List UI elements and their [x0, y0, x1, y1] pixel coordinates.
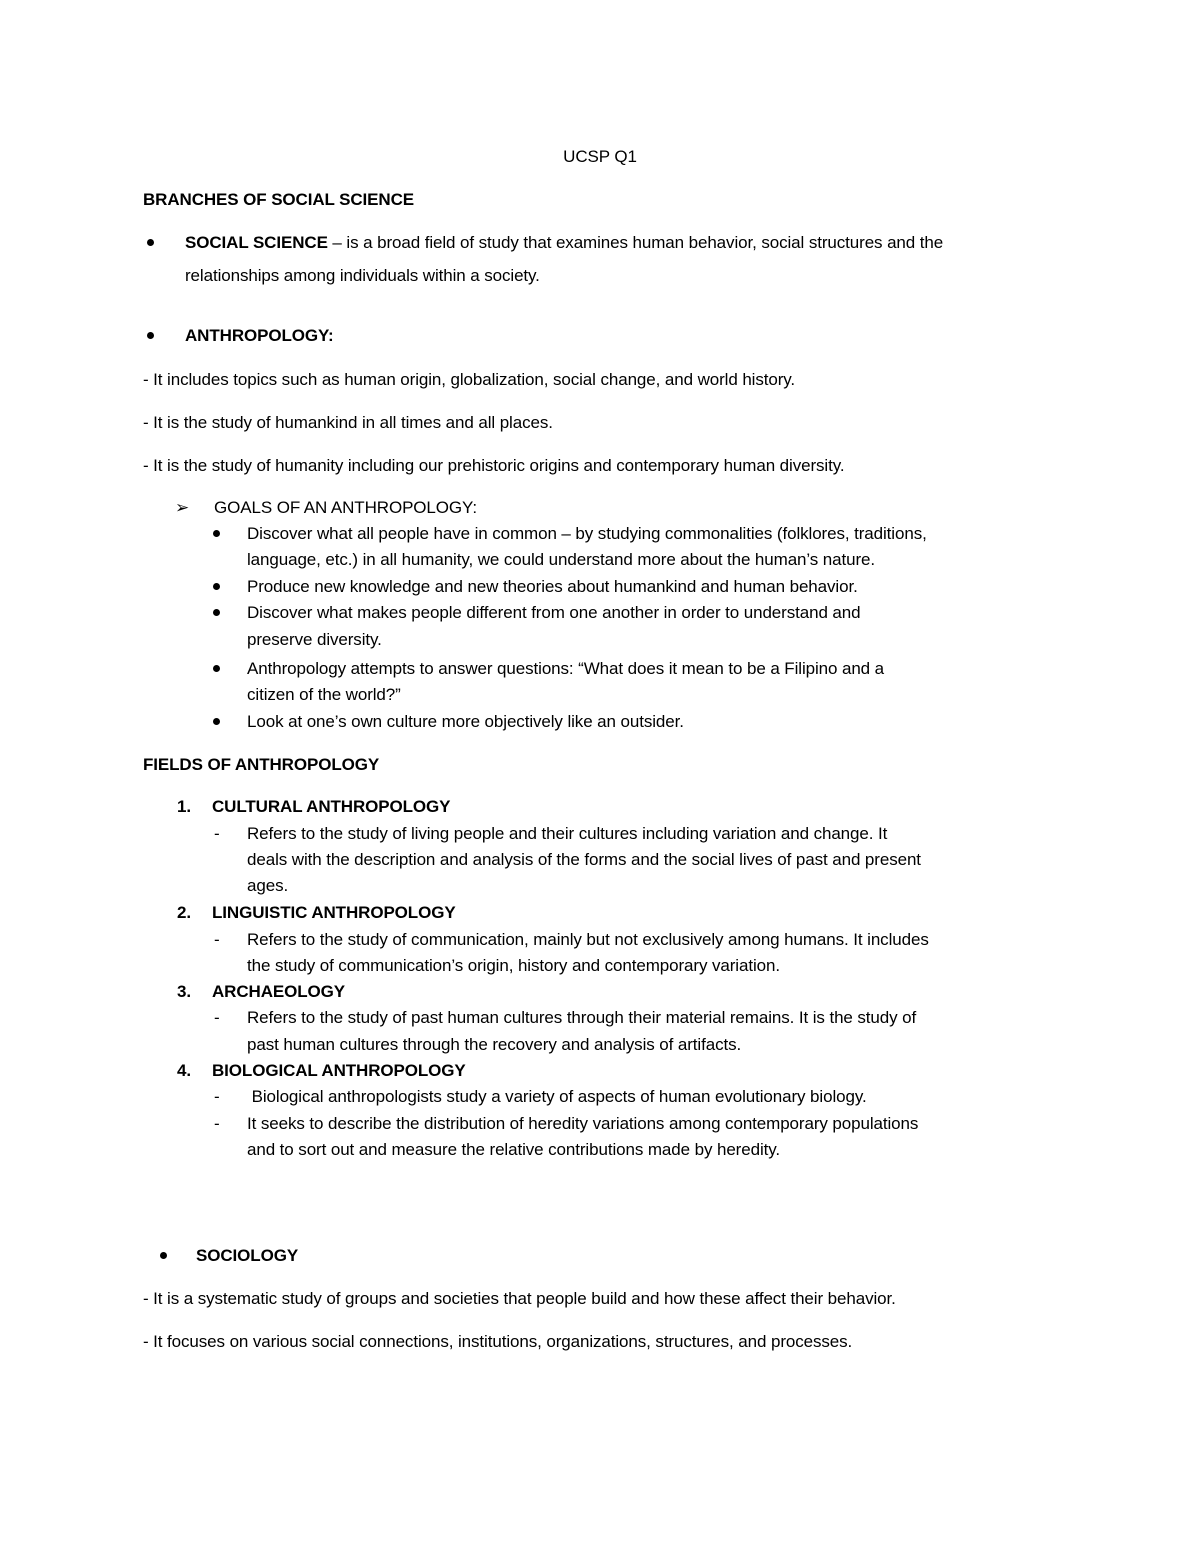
- field-number: 2.: [177, 903, 191, 922]
- sociology-point: - It is a systematic study of groups and societies that people build and how these affect their behavior.: [143, 1289, 896, 1308]
- bullet-icon: [213, 718, 220, 725]
- field-desc-line: the study of communication’s origin, history and contemporary variation.: [247, 956, 780, 975]
- field-desc-line: It seeks to describe the distribution of heredity variations among contemporary populations: [247, 1114, 919, 1133]
- field-number: 4.: [177, 1061, 191, 1080]
- arrow-bullet-icon: ➢: [175, 498, 190, 518]
- dash-marker: -: [214, 1008, 220, 1027]
- dash-marker: -: [214, 824, 220, 843]
- social-science-line2: relationships among individuals within a society.: [185, 266, 540, 285]
- goal-item-line: preserve diversity.: [247, 630, 382, 649]
- document-title: UCSP Q1: [563, 147, 637, 166]
- bullet-icon: [160, 1252, 167, 1259]
- anthropology-point: - It is the study of humankind in all times and all places.: [143, 413, 553, 432]
- dash-marker: -: [214, 930, 220, 949]
- goal-item-line: Discover what makes people different from one another in order to understand and: [247, 603, 861, 622]
- goal-item-line: Produce new knowledge and new theories about humankind and human behavior.: [247, 577, 858, 596]
- heading-branches: BRANCHES OF SOCIAL SCIENCE: [143, 190, 415, 209]
- field-desc-line: and to sort out and measure the relative contributions made by heredity.: [247, 1140, 781, 1159]
- field-desc-line: Biological anthropologists study a variety of aspects of human evolutionary biology.: [247, 1087, 867, 1106]
- heading-sociology: SOCIOLOGY: [196, 1246, 299, 1265]
- dash-marker: -: [214, 1087, 220, 1106]
- field-desc-line: ages.: [247, 876, 289, 895]
- heading-anthropology: ANTHROPOLOGY:: [185, 326, 334, 345]
- bullet-icon: [147, 332, 154, 339]
- bullet-icon: [213, 609, 220, 616]
- dash-marker: -: [214, 1114, 220, 1133]
- field-desc-line: deals with the description and analysis of the forms and the social lives of past and present: [247, 850, 921, 869]
- field-name: ARCHAEOLOGY: [212, 982, 346, 1001]
- field-number: 3.: [177, 982, 191, 1001]
- sociology-point: - It focuses on various social connections, institutions, organizations, structures, and processes.: [143, 1332, 853, 1351]
- field-name: CULTURAL ANTHROPOLOGY: [212, 797, 451, 816]
- bullet-icon: [147, 239, 154, 246]
- goal-item-line: Anthropology attempts to answer questions: “What does it mean to be a Filipino and a: [247, 659, 885, 678]
- field-name: LINGUISTIC ANTHROPOLOGY: [212, 903, 456, 922]
- field-name: BIOLOGICAL ANTHROPOLOGY: [212, 1061, 466, 1080]
- bullet-icon: [213, 665, 220, 672]
- bullet-icon: [213, 530, 220, 537]
- goal-item-line: citizen of the world?”: [247, 685, 401, 704]
- field-number: 1.: [177, 797, 191, 816]
- social-science-term: SOCIAL SCIENCE: [185, 233, 328, 252]
- anthropology-point: - It is the study of humanity including our prehistoric origins and contemporary human diversity.: [143, 456, 845, 475]
- goal-item-line: language, etc.) in all humanity, we could understand more about the human’s nature.: [247, 550, 876, 569]
- field-desc-line: Refers to the study of past human cultures through their material remains. It is the study of: [247, 1008, 917, 1027]
- social-science-def: – is a broad field of study that examines human behavior, social structures and the: [327, 233, 944, 252]
- field-desc-line: past human cultures through the recovery and analysis of artifacts.: [247, 1035, 742, 1054]
- field-desc-line: Refers to the study of communication, mainly but not exclusively among humans. It includes: [247, 930, 929, 949]
- goal-item-line: Look at one’s own culture more objectively like an outsider.: [247, 712, 684, 731]
- goal-item-line: Discover what all people have in common – by studying commonalities (folklores, traditions,: [247, 524, 927, 543]
- field-desc-line: Refers to the study of living people and their cultures including variation and change. It: [247, 824, 888, 843]
- heading-fields: FIELDS OF ANTHROPOLOGY: [143, 755, 380, 774]
- social-science-line1: [185, 231, 943, 255]
- goals-heading: GOALS OF AN ANTHROPOLOGY:: [214, 498, 477, 517]
- anthropology-point: - It includes topics such as human origin, globalization, social change, and world history.: [143, 370, 796, 389]
- bullet-icon: [213, 583, 220, 590]
